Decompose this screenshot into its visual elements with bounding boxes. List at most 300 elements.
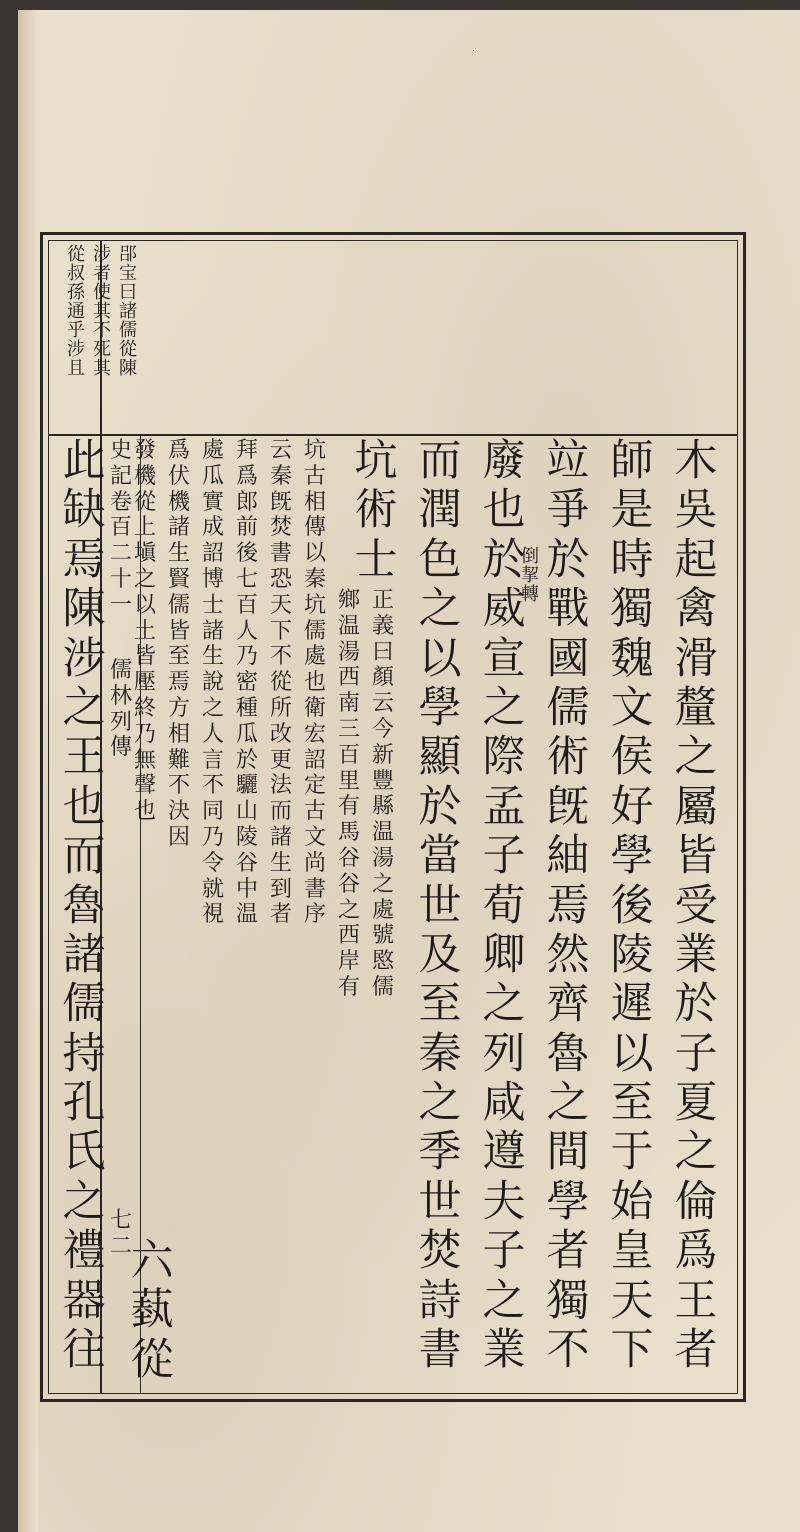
glyph: 伏: [167, 463, 190, 489]
glyph: 拜: [235, 438, 258, 463]
glyph: 世: [418, 880, 462, 931]
glyph: 魯: [62, 880, 106, 931]
glyph: 使: [93, 282, 111, 303]
glyph: 無: [133, 747, 156, 773]
glyph: 成: [201, 515, 224, 541]
glyph: 倒: [521, 546, 539, 567]
glyph: 谷: [337, 871, 360, 897]
glyph: 之: [62, 1176, 106, 1227]
glyph: 尚: [303, 850, 326, 876]
glyph: 儒: [62, 979, 106, 1030]
glyph: 之: [371, 871, 394, 897]
glyph: 術: [546, 732, 590, 783]
glyph: 儒: [303, 618, 326, 644]
glyph: 于: [610, 1127, 654, 1178]
glyph: 愍: [371, 949, 394, 975]
glyph: 乃: [133, 721, 156, 747]
glyph: 顯: [418, 732, 462, 783]
glyph: 書: [303, 876, 326, 902]
glyph: 上: [133, 515, 156, 541]
glyph: 學: [418, 682, 462, 733]
glyph: 坑: [303, 592, 326, 618]
glyph: 焉: [62, 534, 106, 585]
glyph: 西: [337, 665, 360, 691]
glyph: 士: [201, 592, 224, 618]
glyph: 傳: [109, 735, 132, 761]
column-text: [236, 440, 258, 930]
glyph: 缺: [62, 485, 106, 536]
glyph: 不: [201, 773, 224, 799]
glyph: 其: [93, 301, 111, 322]
glyph: 秦: [418, 1028, 462, 1079]
glyph: 下: [610, 1325, 654, 1376]
glyph: 咸: [482, 1078, 526, 1129]
commentary-continuation: [124, 1236, 180, 1388]
glyph: 令: [201, 850, 224, 876]
glyph: 書: [418, 1325, 462, 1376]
glyph: 魏: [610, 633, 654, 684]
glyph: 士: [354, 534, 398, 585]
glyph: 温: [235, 902, 258, 928]
closing-col-1: [56, 436, 112, 1378]
commentary-col-7: [164, 440, 194, 853]
glyph: 云: [371, 691, 394, 717]
glyph: 卿: [482, 929, 526, 980]
glyph: 而: [418, 436, 462, 486]
column-text: [674, 436, 718, 1378]
glyph: 因: [167, 824, 190, 850]
glyph: 從: [269, 670, 292, 696]
glyph: 然: [546, 929, 590, 980]
glyph: 遲: [610, 979, 654, 1030]
glyph: 中: [235, 876, 258, 902]
glyph: 諸: [201, 618, 224, 644]
glyph: 決: [167, 799, 190, 825]
glyph: 爲: [167, 438, 190, 463]
glyph: 木: [674, 436, 718, 486]
glyph: 而: [269, 799, 292, 825]
glyph: 通: [67, 301, 85, 322]
glyph: 爭: [546, 485, 590, 536]
glyph: 天: [269, 592, 292, 618]
glyph: 爲: [235, 463, 258, 489]
glyph: 術: [354, 485, 398, 536]
glyph: 記: [109, 463, 132, 489]
glyph: 齊: [546, 979, 590, 1030]
glyph: 戰: [546, 584, 590, 635]
glyph: 博: [201, 566, 224, 592]
page-edge: [18, 10, 38, 1532]
glyph: 瓜: [201, 463, 224, 489]
glyph: 岸: [337, 949, 360, 975]
column-text: [62, 436, 106, 1378]
glyph: 言: [201, 747, 224, 773]
commentary-col-2: [334, 590, 364, 1003]
column-text: [546, 436, 590, 1378]
glyph: 縣: [371, 794, 394, 820]
glyph: 儒: [109, 658, 132, 683]
column-text: [110, 440, 132, 621]
column-text: [202, 440, 224, 930]
glyph: 處: [303, 644, 326, 670]
glyph: 温: [371, 820, 394, 846]
glyph: 始: [610, 1176, 654, 1227]
glyph: 業: [482, 1325, 526, 1376]
glyph: 發: [133, 438, 156, 463]
glyph: 皆: [167, 618, 190, 644]
glyph: 宣: [482, 633, 526, 684]
glyph: 焚: [418, 1226, 462, 1277]
glyph: 百: [109, 515, 132, 541]
glyph: 七: [235, 566, 258, 592]
glyph: 視: [201, 902, 224, 928]
glyph: 瓜: [235, 721, 258, 747]
glyph: 豐: [371, 768, 394, 794]
glyph: 傳: [303, 515, 326, 541]
glyph: 諸: [119, 301, 137, 322]
glyph: 百: [337, 742, 360, 768]
glyph: 魯: [546, 1028, 590, 1079]
glyph: 定: [303, 773, 326, 799]
column-text: [270, 440, 292, 930]
glyph: 之: [418, 1078, 462, 1129]
glyph: 聲: [133, 773, 156, 799]
glyph: 賢: [167, 566, 190, 592]
glyph: 西: [337, 923, 360, 949]
glyph: 乃: [235, 644, 258, 670]
glyph: 云: [269, 438, 292, 463]
glyph: 塡: [133, 541, 156, 567]
glyph: 者: [93, 263, 111, 284]
glyph: 涉: [67, 339, 85, 360]
column-text: [134, 440, 156, 827]
glyph: 諸: [269, 824, 292, 850]
glyph: 其: [93, 358, 111, 379]
glyph: 宏: [303, 721, 326, 747]
glyph: 之: [133, 566, 156, 592]
glyph: 之: [201, 695, 224, 721]
glyph: 倫: [674, 1176, 718, 1227]
glyph: 天: [610, 1275, 654, 1326]
glyph: 六: [130, 1236, 174, 1286]
glyph: 秦: [303, 566, 326, 592]
glyph: 皆: [133, 644, 156, 670]
column-text: [110, 660, 132, 763]
glyph: 序: [303, 902, 326, 928]
glyph: 湯: [371, 845, 394, 871]
glyph: 之: [418, 584, 462, 635]
glyph: 陵: [235, 824, 258, 850]
glyph: 廢: [482, 436, 526, 486]
glyph: 生: [167, 541, 190, 567]
glyph: 至: [418, 979, 462, 1030]
glyph: 屬: [674, 781, 718, 832]
column-text: [610, 436, 654, 1378]
glyph: 處: [371, 897, 394, 923]
top-note-col-3: [64, 246, 88, 379]
glyph: 夏: [674, 1078, 718, 1129]
glyph: 南: [337, 691, 360, 717]
glyph: 紬: [546, 831, 590, 882]
glyph: 涉: [93, 244, 111, 265]
glyph: 列: [109, 709, 132, 735]
glyph: 書: [269, 541, 292, 567]
glyph: 旣: [269, 489, 292, 515]
commentary-col-6: [198, 440, 228, 930]
glyph: 季: [418, 1127, 462, 1178]
commentary-col-1: [368, 590, 398, 1003]
glyph: 衛: [303, 695, 326, 721]
glyph: 恐: [269, 566, 292, 592]
glyph: 皇: [610, 1226, 654, 1277]
glyph: 之: [62, 682, 106, 733]
glyph: 陳: [62, 584, 106, 635]
glyph: 學: [546, 1176, 590, 1227]
glyph: 谷: [235, 850, 258, 876]
glyph: 子: [674, 1028, 718, 1079]
main-col-2: [604, 436, 660, 1378]
glyph: 乎: [67, 320, 85, 341]
glyph: 也: [482, 485, 526, 536]
glyph: 涉: [62, 633, 106, 684]
glyph: 郎: [235, 489, 258, 515]
glyph: 温: [337, 613, 360, 639]
glyph: 正: [371, 588, 394, 613]
glyph: 及: [418, 929, 462, 980]
glyph: 往: [62, 1325, 106, 1376]
glyph: 土: [133, 618, 156, 644]
glyph: 種: [235, 695, 258, 721]
top-note-col-1: [116, 246, 140, 379]
glyph: 滑: [674, 633, 718, 684]
glyph: 百: [235, 592, 258, 618]
glyph: 之: [546, 1078, 590, 1129]
glyph: 於: [482, 534, 526, 585]
glyph: 學: [610, 831, 654, 882]
column-text: [418, 436, 462, 1378]
glyph: 卷: [109, 489, 132, 515]
glyph: 蓺: [130, 1285, 174, 1336]
glyph: 不: [269, 644, 292, 670]
glyph: 業: [674, 929, 718, 980]
glyph: 遵: [482, 1127, 526, 1178]
column-text: [338, 590, 360, 1003]
glyph: 後: [610, 880, 654, 931]
glyph: 受: [674, 880, 718, 931]
glyph: 人: [201, 721, 224, 747]
glyph: 孟: [482, 781, 526, 832]
glyph: 改: [269, 721, 292, 747]
glyph: 轉: [521, 584, 539, 605]
glyph: 且: [67, 358, 85, 379]
glyph: 密: [235, 670, 258, 696]
column-text: [304, 440, 326, 930]
glyph: 顏: [371, 665, 394, 691]
glyph: 乃: [201, 824, 224, 850]
glyph: 師: [610, 436, 654, 486]
glyph: 義: [371, 613, 394, 639]
column-text: [372, 590, 394, 1003]
glyph: 曰: [371, 639, 394, 665]
glyph: 谷: [337, 845, 360, 871]
glyph: 鄉: [337, 588, 360, 613]
glyph: 山: [235, 799, 258, 825]
commentary-col-4: [266, 440, 296, 930]
glyph: 所: [269, 695, 292, 721]
glyph: 文: [303, 824, 326, 850]
glyph: 好: [610, 781, 654, 832]
glyph: 禮: [62, 1226, 106, 1277]
glyph: 相: [303, 489, 326, 515]
glyph: 孔: [62, 1078, 106, 1129]
glyph: 禽: [674, 584, 718, 635]
glyph: 號: [371, 923, 394, 949]
top-note-col-2: [90, 246, 114, 379]
glyph: 生: [201, 644, 224, 670]
glyph: 列: [482, 1028, 526, 1079]
glyph: 陵: [610, 929, 654, 980]
glyph: 而: [62, 831, 106, 882]
glyph: 子: [482, 831, 526, 882]
glyph: 獨: [610, 584, 654, 635]
glyph: 郘: [119, 244, 137, 265]
glyph: 古: [303, 799, 326, 825]
glyph: 前: [235, 515, 258, 541]
glyph: 機: [167, 489, 190, 515]
glyph: 也: [133, 799, 156, 825]
glyph: 不: [93, 320, 111, 341]
glyph: 吳: [674, 485, 718, 536]
glyph: 到: [269, 876, 292, 902]
glyph: 之: [674, 1127, 718, 1178]
glyph: 旣: [546, 781, 590, 832]
glyph: 儒: [546, 682, 590, 733]
glyph: 也: [62, 781, 106, 832]
glyph: 於: [674, 979, 718, 1030]
glyph: 新: [371, 742, 394, 768]
glyph: 於: [546, 534, 590, 585]
glyph: 是: [610, 485, 654, 536]
glyph: 以: [303, 541, 326, 567]
glyph: 器: [62, 1275, 106, 1326]
glyph: 焉: [546, 880, 590, 931]
column-text: [130, 1236, 174, 1388]
glyph: 從: [130, 1334, 174, 1385]
glyph: 國: [546, 633, 590, 684]
glyph: 儒: [167, 592, 190, 618]
main-col-6: [348, 436, 404, 588]
glyph: 詔: [201, 541, 224, 567]
glyph: 相: [167, 721, 190, 747]
glyph: 死: [93, 339, 111, 360]
glyph: 法: [269, 773, 292, 799]
glyph: 當: [418, 831, 462, 882]
glyph: 二: [109, 541, 132, 567]
glyph: 以: [610, 1028, 654, 1079]
glyph: 史: [109, 438, 132, 463]
glyph: 之: [482, 682, 526, 733]
glyph: 時: [610, 534, 654, 585]
glyph: 詔: [303, 747, 326, 773]
glyph: 諸: [62, 929, 106, 980]
glyph: 說: [201, 670, 224, 696]
glyph: 十: [109, 566, 132, 592]
glyph: 以: [133, 592, 156, 618]
glyph: 一: [109, 592, 132, 618]
glyph: 馬: [337, 820, 360, 846]
glyph: 焉: [167, 670, 190, 696]
column-text: [93, 246, 111, 379]
glyph: 之: [482, 1275, 526, 1326]
glyph: 釐: [674, 682, 718, 733]
glyph: 王: [62, 732, 106, 783]
glyph: 間: [546, 1127, 590, 1178]
glyph: 爲: [674, 1226, 718, 1277]
commentary-col-3: [300, 440, 330, 930]
glyph: 從: [119, 339, 137, 360]
glyph: 荀: [482, 880, 526, 931]
glyph: 子: [482, 1226, 526, 1277]
glyph: 也: [303, 670, 326, 696]
glyph: 儒: [371, 974, 394, 1000]
glyph: 湯: [337, 639, 360, 665]
glyph: 宝: [119, 263, 137, 284]
glyph: 里: [337, 768, 360, 794]
glyph: 於: [418, 781, 462, 832]
glyph: 至: [167, 644, 190, 670]
glyph: 夫: [482, 1176, 526, 1227]
glyph: 世: [418, 1176, 462, 1227]
glyph: 不: [546, 1325, 590, 1376]
glyph: 獨: [546, 1275, 590, 1326]
glyph: 壓: [133, 670, 156, 696]
glyph: 叔: [67, 263, 85, 284]
glyph: 起: [674, 534, 718, 585]
glyph: 竝: [546, 436, 590, 486]
glyph: 之: [674, 732, 718, 783]
glyph: 持: [62, 1028, 106, 1079]
glyph: 挈: [521, 565, 539, 586]
main-col-3: [540, 436, 596, 1378]
glyph: 坑: [354, 436, 398, 486]
column-text: [521, 548, 539, 605]
glyph: 驪: [235, 773, 258, 799]
interlinear-note: [520, 548, 540, 605]
column-text: [168, 440, 190, 853]
glyph: 坑: [303, 438, 326, 463]
glyph: 林: [109, 683, 132, 709]
glyph: 有: [337, 794, 360, 820]
glyph: 不: [167, 773, 190, 799]
glyph: 孫: [67, 282, 85, 303]
glyph: 色: [418, 534, 462, 585]
glyph: 終: [133, 695, 156, 721]
glyph: 於: [235, 747, 258, 773]
glyph: 七: [109, 1208, 132, 1233]
glyph: 秦: [269, 463, 292, 489]
glyph: 陳: [119, 358, 137, 379]
glyph: 生: [269, 850, 292, 876]
glyph: 從: [67, 244, 85, 265]
glyph: 難: [167, 747, 190, 773]
glyph: 之: [337, 897, 360, 923]
glyph: 方: [167, 695, 190, 721]
glyph: 儒: [119, 320, 137, 341]
glyph: 機: [133, 463, 156, 489]
column-text: [354, 436, 398, 588]
glyph: 從: [133, 489, 156, 515]
glyph: 詩: [418, 1275, 462, 1326]
